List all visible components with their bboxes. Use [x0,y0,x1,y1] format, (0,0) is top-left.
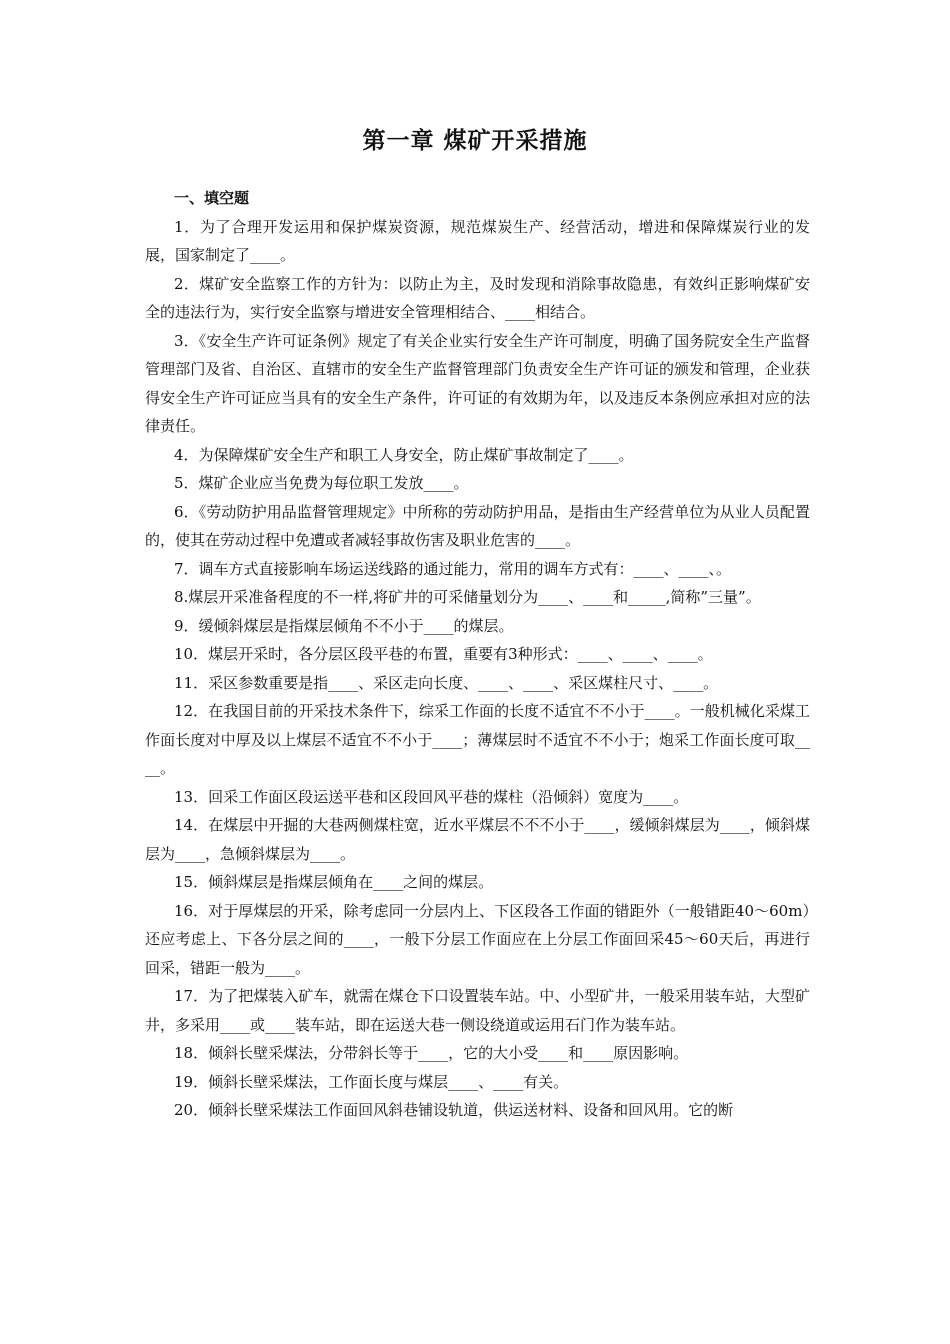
question-2: 2．煤矿安全监察工作的方针为：以防止为主，及时发现和消除事故隐患，有效纠正影响煤矿安全的违法行为，实行安全监察与增进安全管理相结合、____相结合。 [145,274,810,321]
question-20: 20．倾斜长壁采煤法工作面回风斜巷铺设轨道，供运送材料、设备和回风用。它的断 [174,1101,734,1119]
question-1: 1．为了合理开发运用和保护煤炭资源，规范煤炭生产、经营活动，增进和保障煤炭行业的发展，国家制定了____。 [145,217,810,264]
question-4: 4．为保障煤矿安全生产和职工人身安全，防止煤矿事故制定了____。 [174,445,634,464]
question-16: 16．对于厚煤层的开采，除考虑同一分层内上、下区段各工作面的错距外（一般错距40～60m）还应考虑上、下各分层之间的____，一般下分层工作面应在上分层工作面回采45～60天后，再进行回采，错距一般为____。 [145,901,810,977]
question-11: 11．采区参数重要是指____、采区走向长度、____、____、采区煤柱尺寸、____。 [174,673,719,692]
question-18: 18．倾斜长壁采煤法，分带斜长等于____，它的大小受____和____原因影响。 [174,1044,689,1062]
question-10: 10．煤层开采时，各分层区段平巷的布置，重要有3种形式：____、____、____。 [174,645,713,663]
question-7: 7．调车方式直接影响车场运送线路的通过能力，常用的调车方式有：____、____、。 [174,559,732,578]
document-body [145,184,810,1125]
question-15: 15．倾斜煤层是指煤层倾角在____之间的煤层。 [174,873,494,891]
question-17: 17．为了把煤装入矿车，就需在煤仓下口设置装车站。中、小型矿井，一般采用装车站，大型矿井，多采用____或____装车站，即在运送大巷一侧设绕道或运用石门作为装车站。 [145,987,810,1034]
question-3: 3．《安全生产许可证条例》规定了有关企业实行安全生产许可制度，明确了国务院安全生产监督管理部门及省、自治区、直辖市的安全生产监督管理部门负责安全生产许可证的颁发和管理，企业获得安全生产许可证应当具有的安全生产条件，许可证的有效期为年，以及违反本条例应承担对应的法律责任。 [145,331,810,435]
page-title: 第一章 煤矿开采措施 [362,128,588,154]
question-8: 8.煤层开采准备程度的不一样,将矿井的可采储量划分为____、____和_____,简称”三量”。 [174,588,761,606]
question-12: 12．在我国目前的开采技术条件下，综采工作面的长度不适宜不不小于____。一般机械化采煤工作面长度对中厚及以上煤层不适宜不不小于____；薄煤层时不适宜不不小于；炮采工作面长度可取____。 [145,702,810,777]
question-19: 19．倾斜长壁采煤法，工作面长度与煤层____、____有关。 [174,1072,569,1091]
question-9: 9．缓倾斜煤层是指煤层倾角不不小于____的煤层。 [174,616,514,635]
question-5: 5．煤矿企业应当免费为每位职工发放____。 [174,474,469,492]
question-6: 6．《劳动防护用品监督管理规定》中所称的劳动防护用品，是指由生产经营单位为从业人员配置的，使其在劳动过程中免遭或者减轻事故伤害及职业危害的____。 [145,502,810,549]
question-14: 14．在煤层中开掘的大巷两侧煤柱宽，近水平煤层不不不小于____，缓倾斜煤层为____，倾斜煤层为____，急倾斜煤层为____。 [145,816,810,863]
section-heading: 一、填空题 [174,189,250,207]
question-13: 13．回采工作面区段运送平巷和区段回风平巷的煤柱（沿倾斜）宽度为____。 [174,787,689,806]
